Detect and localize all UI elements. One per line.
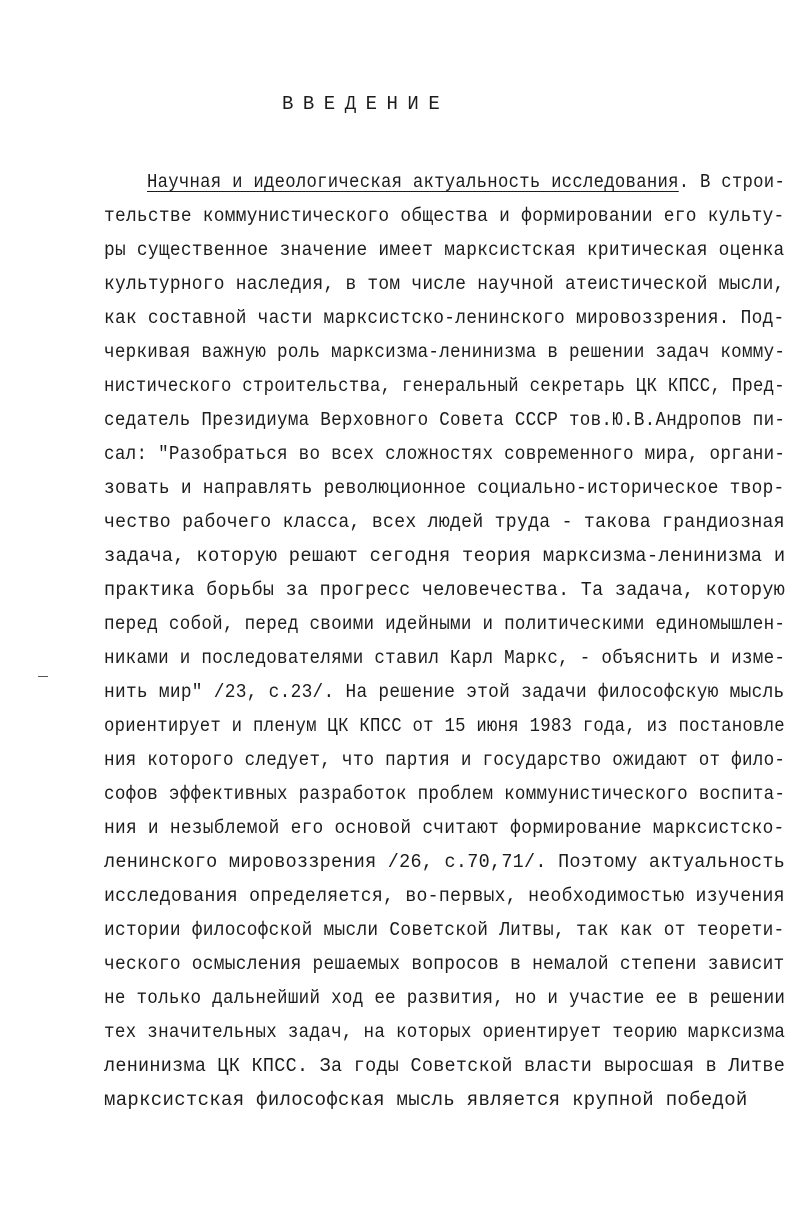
- text-line: исследования определяется, во-первых, необходимостью изучения: [104, 885, 785, 907]
- text-line: как составной части марксистско-ленинского мировоззрения. Под-: [104, 307, 785, 329]
- text-line: ленинизма ЦК КПСС. За годы Советской власти выросшая в Литве: [104, 1055, 786, 1077]
- text-line-1: [147, 170, 785, 194]
- text-line: ния которого следует, что партия и государство ожидают от фило-: [104, 749, 786, 771]
- text-line: истории философской мысли Советской Литвы, так как от теорети-: [104, 919, 785, 941]
- text-line: нить мир" /23, с.23/. На решение этой задачи философскую мысль: [104, 681, 785, 703]
- text-line: не только дальнейший ход ее развития, но и участие ее в решении: [104, 987, 786, 1009]
- text-line: седатель Президиума Верховного Совета СССР тов.Ю.В.Андропов пи-: [104, 409, 786, 431]
- text-line: практика борьбы за прогресс человечества. Та задача, которую: [104, 579, 786, 601]
- text-line: культурного наследия, в том числе научной атеистической мысли,: [104, 273, 785, 295]
- text-line: никами и последователями ставил Карл Маркс, - объяснить и изме-: [104, 647, 786, 669]
- text-line: марксистская философская мысль является крупной победой: [104, 1089, 748, 1111]
- section-title: Научная и идеологическая актуальность исследования: [147, 171, 679, 193]
- text-line: ния и незыблемой его основой считают формирование марксистско-: [104, 817, 785, 839]
- text-line: софов эффективных разработок проблем коммунистического воспита-: [104, 783, 786, 805]
- text-line: задача, которую решают сегодня теория марксизма-ленинизма и: [104, 545, 786, 567]
- text-line: черкивая важную роль марксизма-ленинизма в решении задач комму-: [104, 341, 786, 363]
- text-line: ры существенное значение имеет марксистская критическая оценка: [104, 239, 785, 261]
- text-line: перед собой, перед своими идейными и политическими единомышлен-: [104, 613, 786, 635]
- page-heading: ВВЕДЕНИЕ: [282, 93, 450, 115]
- text-line: ориентирует и пленум ЦК КПСС от 15 июня 1983 года, из постановле: [104, 715, 785, 737]
- text-line: нистического строительства, генеральный секретарь ЦК КПСС, Пред-: [104, 375, 785, 397]
- text-line: ленинского мировоззрения /26, с.70,71/. Поэтому актуальность: [104, 851, 786, 873]
- margin-dash: [38, 676, 48, 677]
- text-line: чество рабочего класса, всех людей труда - такова грандиозная: [104, 511, 785, 533]
- text-line: зовать и направлять революционное социально-историческое твор-: [104, 477, 785, 499]
- title-continuation: . В строи-: [678, 171, 786, 193]
- text-line: ческого осмысления решаемых вопросов в немалой степени зависит: [104, 953, 785, 975]
- text-line: тельстве коммунистического общества и формировании его культу-: [104, 205, 785, 227]
- text-line: сал: "Разобраться во всех сложностях современного мира, органи-: [104, 443, 786, 465]
- text-line: тех значительных задач, на которых ориентирует теорию марксизма: [104, 1021, 786, 1043]
